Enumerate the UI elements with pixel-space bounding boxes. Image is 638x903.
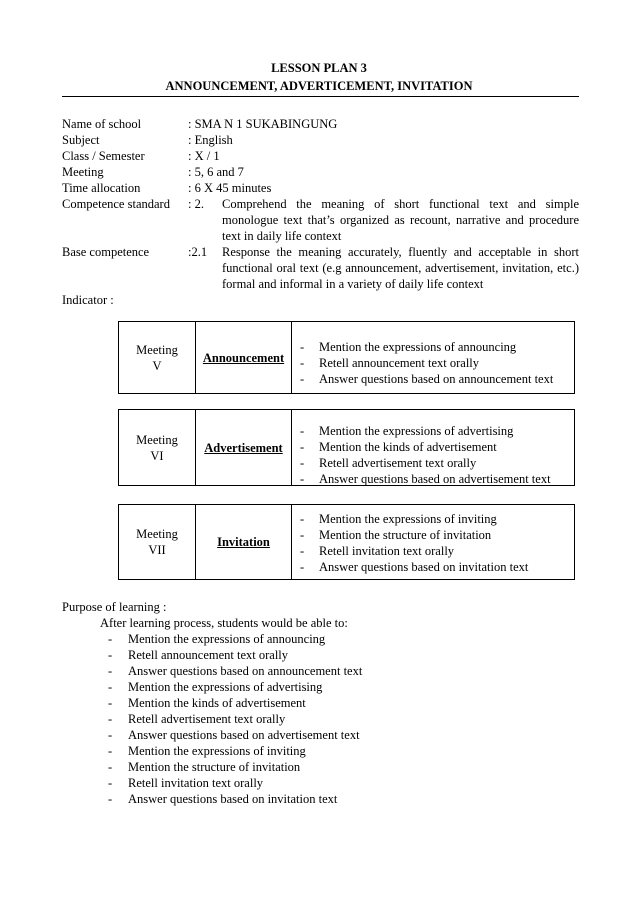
list-item <box>300 543 570 559</box>
base-number: :2.1 <box>188 245 208 259</box>
dash: - <box>108 696 113 710</box>
info-row-class <box>62 148 579 164</box>
indicator-box-invitation <box>118 504 575 580</box>
item-text: Retell announcement text orally <box>319 356 480 370</box>
list-item <box>108 631 579 647</box>
list-item <box>300 371 570 387</box>
dash: - <box>300 424 305 438</box>
competence-text: Comprehend the meaning of short functional text and simple monologue text that’s organized as recount, narrative and procedure text in daily life context <box>222 197 579 243</box>
item-text: Mention the expressions of announcing <box>319 340 517 354</box>
dash: - <box>300 512 305 526</box>
item-text: Answer questions based on announcement text <box>319 372 554 386</box>
meeting-cell <box>119 322 195 393</box>
list-item <box>108 695 579 711</box>
meeting-number: V <box>152 358 162 373</box>
meeting-label: Meeting <box>62 165 104 179</box>
info-section <box>62 116 579 308</box>
meeting-value: : 5, 6 and 7 <box>188 165 244 179</box>
purpose-intro: After learning process, students would be able to: <box>100 616 348 630</box>
subject-label: Subject <box>62 133 100 147</box>
indicator-box-advertisement <box>118 409 575 486</box>
indicator-list <box>292 505 574 579</box>
list-item <box>300 339 570 355</box>
list-item <box>300 423 570 439</box>
subject-value: : English <box>188 133 233 147</box>
base-value <box>188 244 579 292</box>
item-text: Mention the expressions of advertising <box>128 680 323 694</box>
item-text: Mention the expressions of inviting <box>128 744 306 758</box>
meeting-number: VI <box>150 448 164 463</box>
dash: - <box>300 472 305 486</box>
item-text: Answer questions based on announcement text <box>128 664 363 678</box>
item-text: Retell announcement text orally <box>128 648 289 662</box>
list-item <box>108 711 579 727</box>
dash: - <box>300 372 305 386</box>
item-text: Mention the expressions of announcing <box>128 632 326 646</box>
indicator-box-announcement <box>118 321 575 394</box>
competence-label: Competence standard <box>62 197 170 211</box>
time-label: Time allocation <box>62 181 141 195</box>
list-item <box>108 647 579 663</box>
list-item <box>108 727 579 743</box>
dash: - <box>300 544 305 558</box>
page-subtitle: ANNOUNCEMENT, ADVERTICEMENT, INVITATION <box>165 79 473 93</box>
item-text: Retell advertisement text orally <box>319 456 477 470</box>
competence-value <box>188 196 579 244</box>
item-text: Retell advertisement text orally <box>128 712 286 726</box>
info-row-subject <box>62 132 579 148</box>
base-label: Base competence <box>62 245 150 259</box>
dash: - <box>300 560 305 574</box>
info-row-base <box>62 244 579 292</box>
school-value: : SMA N 1 SUKABINGUNG <box>188 117 338 131</box>
item-text: Retell invitation text orally <box>128 776 264 790</box>
list-item <box>108 775 579 791</box>
list-item <box>108 663 579 679</box>
meeting-word: Meeting <box>136 527 178 541</box>
list-item <box>300 471 570 487</box>
list-item <box>300 355 570 371</box>
dash: - <box>108 760 113 774</box>
item-text: Mention the kinds of advertisement <box>128 696 306 710</box>
class-value: : X / 1 <box>188 149 220 163</box>
dash: - <box>108 728 113 742</box>
time-value: : 6 X 45 minutes <box>188 181 272 195</box>
dash: - <box>108 744 113 758</box>
header-divider <box>62 96 579 97</box>
indicator-list <box>292 322 574 393</box>
dash: - <box>108 664 113 678</box>
item-text: Mention the expressions of advertising <box>319 424 514 438</box>
dash: - <box>300 356 305 370</box>
school-label: Name of school <box>62 117 142 131</box>
item-text: Retell invitation text orally <box>319 544 455 558</box>
list-item <box>108 791 579 807</box>
dash: - <box>108 648 113 662</box>
topic-invitation: Invitation <box>195 505 292 579</box>
info-row-indicator <box>62 292 579 308</box>
meeting-cell <box>119 505 195 579</box>
item-text: Answer questions based on advertisement text <box>319 472 551 486</box>
item-text: Answer questions based on invitation text <box>128 792 338 806</box>
list-item <box>300 455 570 471</box>
list-item <box>300 439 570 455</box>
item-text: Answer questions based on invitation text <box>319 560 529 574</box>
info-row-school <box>62 116 579 132</box>
list-item <box>300 559 570 575</box>
dash: - <box>300 456 305 470</box>
list-item <box>300 527 570 543</box>
list-item <box>300 511 570 527</box>
info-row-competence <box>62 196 579 244</box>
item-text: Mention the structure of invitation <box>128 760 301 774</box>
dash: - <box>300 340 305 354</box>
purpose-section <box>62 599 579 807</box>
item-text: Mention the kinds of advertisement <box>319 440 497 454</box>
dash: - <box>108 712 113 726</box>
purpose-label: Purpose of learning : <box>62 600 167 614</box>
dash: - <box>108 680 113 694</box>
item-text: Answer questions based on advertisement text <box>128 728 360 742</box>
item-text: Mention the expressions of inviting <box>319 512 497 526</box>
competence-number: : 2. <box>188 197 204 211</box>
class-label: Class / Semester <box>62 149 145 163</box>
list-item <box>108 759 579 775</box>
base-text: Response the meaning accurately, fluently and acceptable in short functional oral text (e.g announcement, advertisement, invitation, etc.) formal and informal in a variety of daily life context <box>222 245 579 291</box>
meeting-word: Meeting <box>136 342 178 357</box>
topic-advertisement: Advertisement <box>195 410 292 485</box>
topic-announcement: Announcement <box>195 322 292 393</box>
meeting-cell <box>119 410 195 485</box>
indicator-list <box>292 410 574 485</box>
indicator-label: Indicator : <box>62 293 114 307</box>
dash: - <box>108 632 113 646</box>
info-row-meeting <box>62 164 579 180</box>
meeting-word: Meeting <box>136 432 178 447</box>
meeting-number: VII <box>148 543 166 557</box>
list-item <box>108 679 579 695</box>
list-item <box>108 743 579 759</box>
dash: - <box>108 776 113 790</box>
dash: - <box>300 440 305 454</box>
page-title: LESSON PLAN 3 <box>271 61 367 75</box>
dash: - <box>300 528 305 542</box>
info-row-time <box>62 180 579 196</box>
dash: - <box>108 792 113 806</box>
item-text: Mention the structure of invitation <box>319 528 492 542</box>
purpose-list <box>62 631 579 807</box>
